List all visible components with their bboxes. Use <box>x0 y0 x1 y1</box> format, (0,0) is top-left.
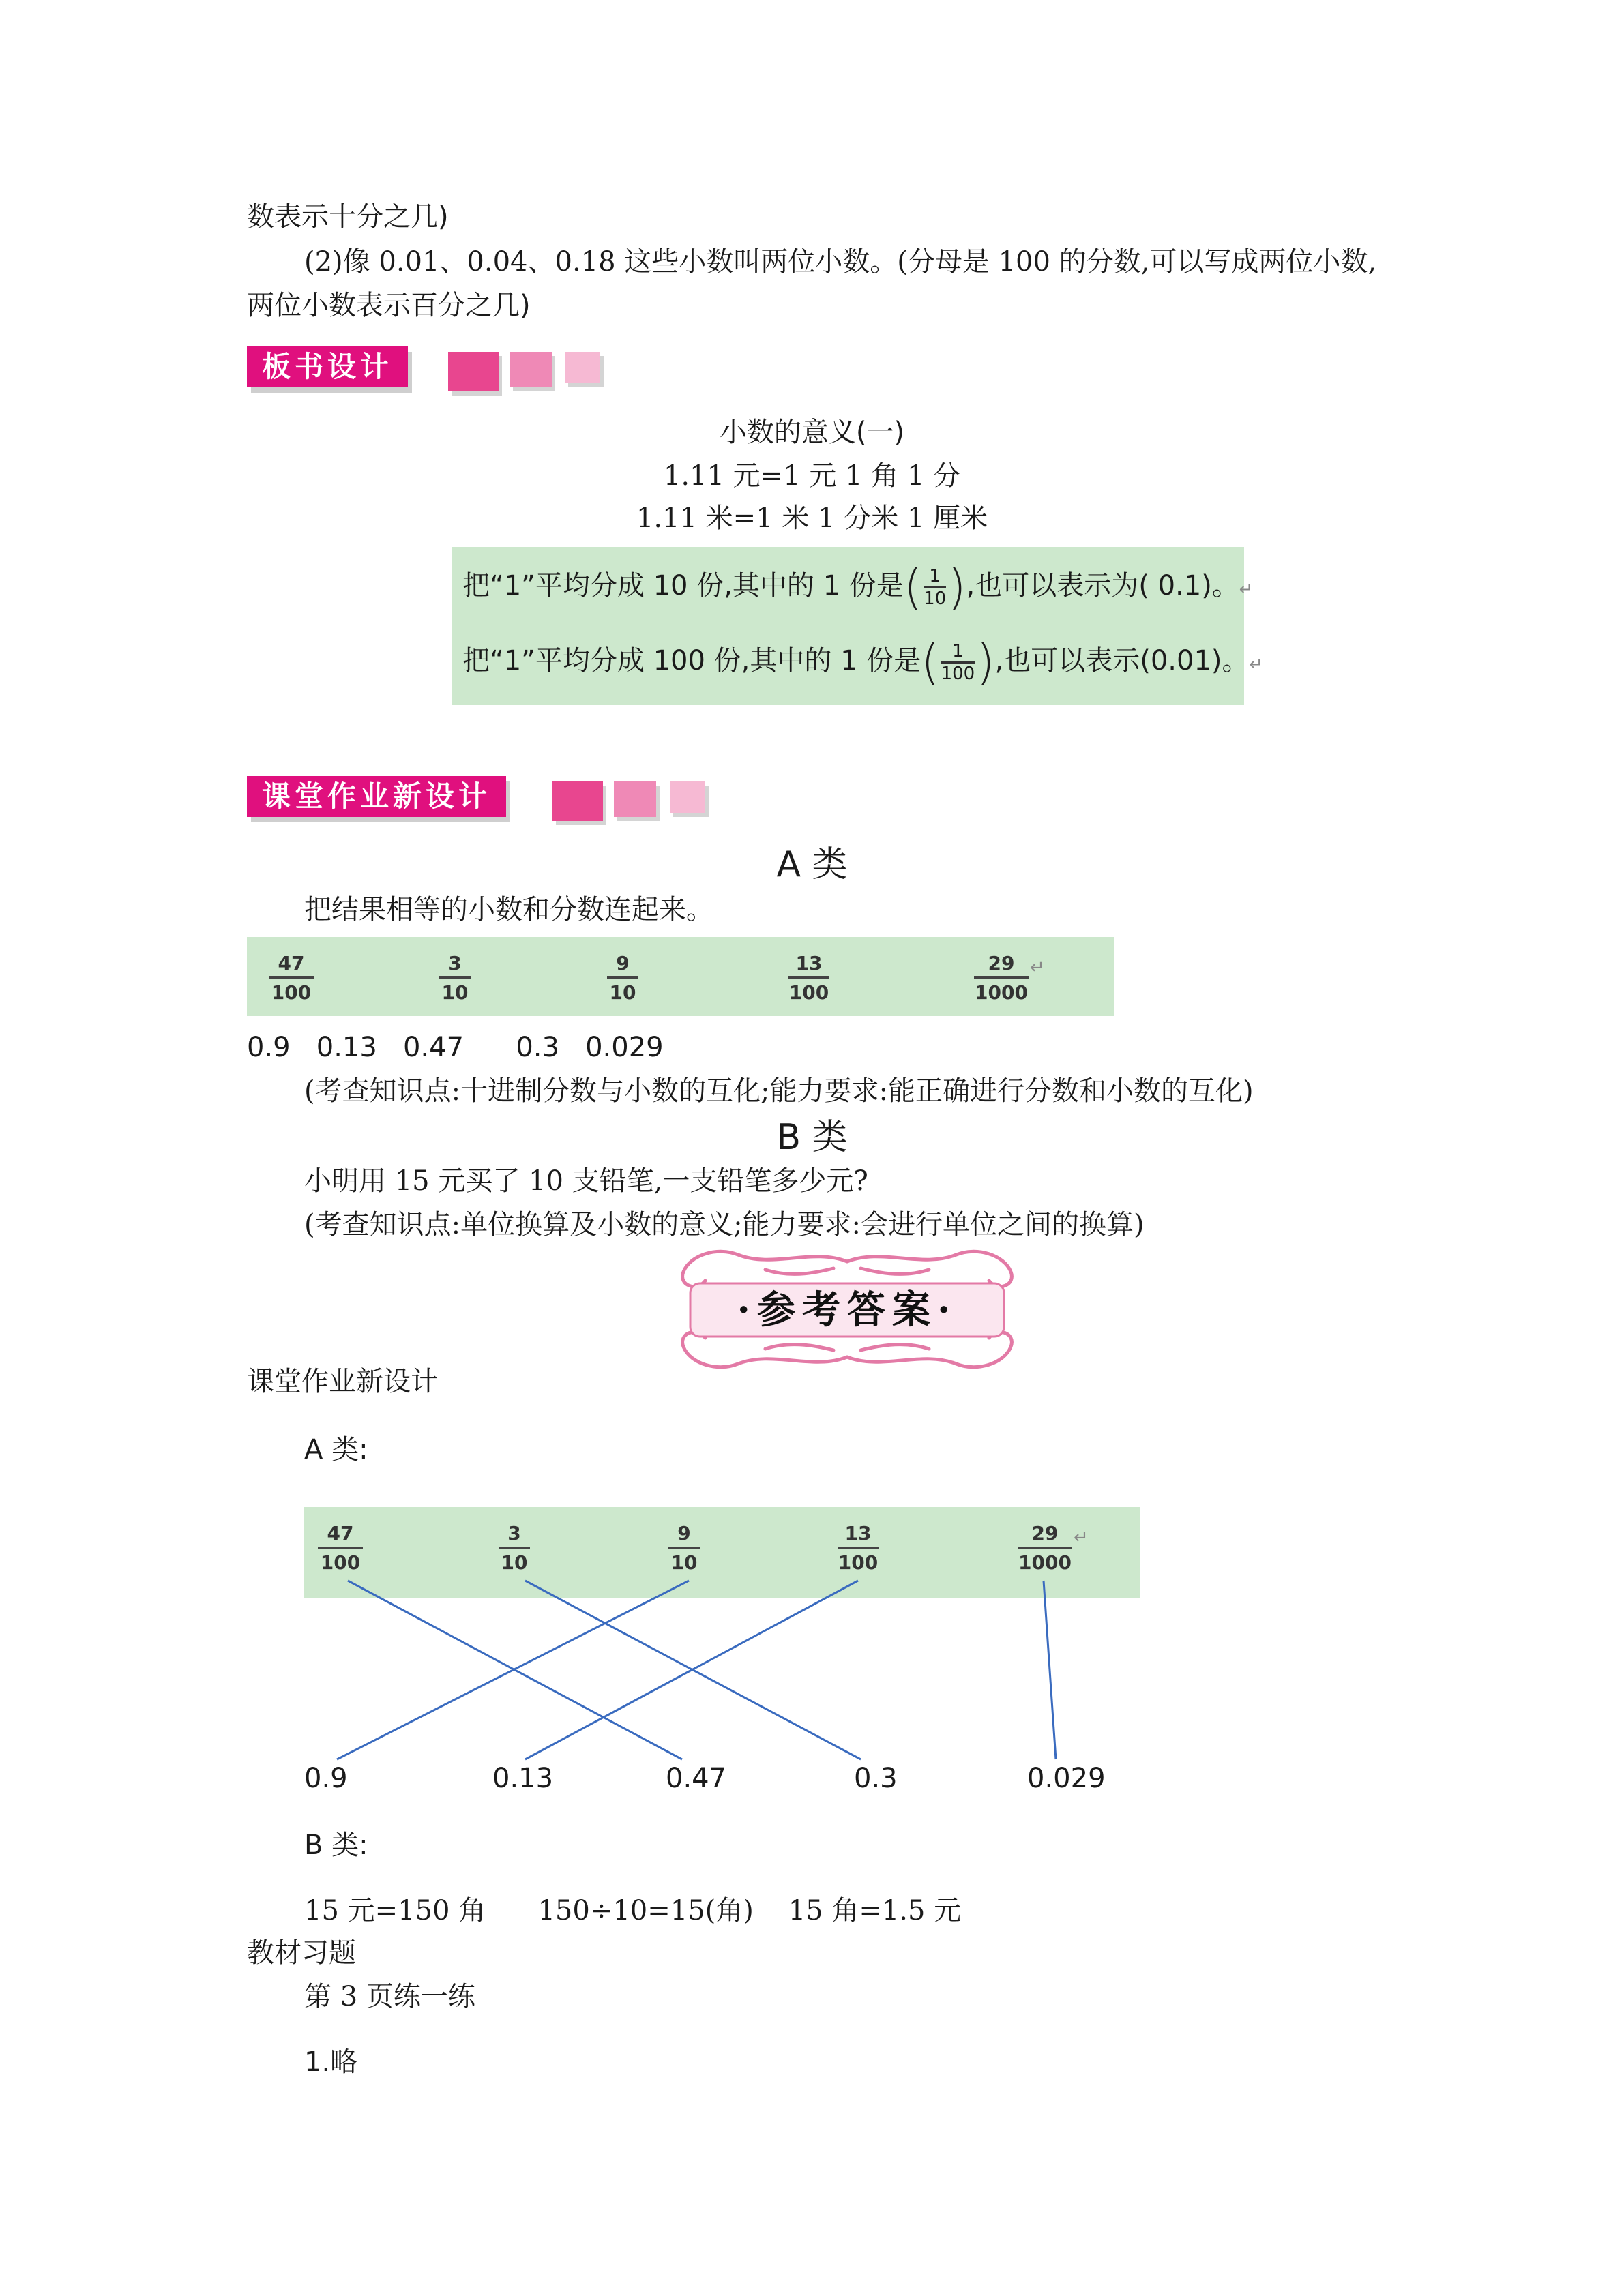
answer-fraction-9-10: 9 10 <box>668 1522 700 1575</box>
category-b-title: B 类 <box>776 1117 848 1158</box>
fraction-3-10: 3 10 <box>439 952 471 1004</box>
line-29-1000-to-0.029 <box>1044 1581 1056 1759</box>
fraction-47-100: 47 100 <box>269 952 314 1004</box>
answers-b-answer: 15 元=150 角 150÷10=15(角) 15 角=1.5 元 <box>304 1895 962 1926</box>
intro-line-3: 两位小数表示百分之几) <box>247 290 531 321</box>
fraction-29-1000: 29 1000 <box>975 952 1028 1004</box>
textbook-exercises-title: 教材习题 <box>247 1937 356 1969</box>
board-title: 小数的意义(一) <box>719 417 905 448</box>
board-box-row-2: 把“1”平均分成 100 份,其中的 1 份是( $\frac{1}{100}$ ),也可以表示(0.01)。↵ <box>462 634 1263 690</box>
homework-tag: 课堂作业新设计 <box>247 776 506 817</box>
page-reference: 第 3 页练一练 <box>304 1981 475 2012</box>
answers-a-label: A 类: <box>304 1434 368 1465</box>
row2-prefix: 把“1”平均分成 100 份,其中的 1 份是 <box>462 645 921 676</box>
answer-fraction-13-100: 13 100 <box>838 1522 879 1574</box>
answers-section-title: 课堂作业新设计 <box>247 1366 438 1397</box>
row1-fraction: $\frac{1}{10}$ <box>924 565 947 609</box>
answer-decimal-0.9: 0.9 <box>304 1763 348 1794</box>
board-box-row-1: 把“1”平均分成 10 份,其中的 1 份是( $\frac{1}{10}$ ),也可以表示为( 0.1)。↵ <box>462 559 1253 615</box>
answer-decimal-0.13: 0.13 <box>492 1763 554 1794</box>
intro-line-2: (2)像 0.01、0.04、0.18 这些小数叫两位小数。(分母是 100 的分数,可以写成两位小数, <box>304 246 1377 278</box>
decimals-line: 0.9 0.13 0.47 0.3 0.029 <box>247 1032 664 1063</box>
line-9-10-to-0.9 <box>337 1581 689 1759</box>
row1-prefix: 把“1”平均分成 10 份,其中的 1 份是 <box>462 570 904 601</box>
fraction-13-100: 13 100 <box>788 952 829 1004</box>
row2-fraction: $\frac{1}{100}$ <box>941 640 975 684</box>
answer-fraction-47-100: 47 100 <box>318 1522 363 1575</box>
a-note: (考查知识点:十进制分数与小数的互化;能力要求:能正确进行分数和小数的互化) <box>304 1075 1254 1107</box>
answers-b-label: B 类: <box>304 1830 368 1861</box>
answer-fraction-3-10: 3 10 <box>499 1522 530 1575</box>
return-mark: ↵ <box>1074 1527 1089 1548</box>
answer-decimal-0.3: 0.3 <box>854 1763 898 1794</box>
answer-decimal-0.029: 0.029 <box>1027 1763 1106 1794</box>
board-design-tag: 板书设计 <box>247 346 408 387</box>
category-a-title: A 类 <box>776 844 848 885</box>
row1-suffix: ,也可以表示为( 0.1)。 <box>966 570 1239 601</box>
return-mark: ↵ <box>1239 580 1253 599</box>
a-instruction: 把结果相等的小数和分数连起来。 <box>304 894 713 925</box>
answer-fraction-29-1000: 29 1000 <box>1018 1522 1072 1574</box>
return-mark: ↵ <box>1030 957 1045 978</box>
intro-line-1: 数表示十分之几) <box>247 201 449 233</box>
board-line-2: 1.11 米=1 米 1 分米 1 厘米 <box>636 503 988 534</box>
answer-decimal-0.47: 0.47 <box>666 1763 727 1794</box>
exercise-item-1: 1.略 <box>304 2046 358 2078</box>
reference-answer-title: ·参考答案· <box>737 1287 958 1332</box>
row2-suffix: ,也可以表示(0.01)。 <box>994 645 1250 676</box>
b-note: (考查知识点:单位换算及小数的意义;能力要求:会进行单位之间的换算) <box>304 1209 1145 1240</box>
fraction-9-10: 9 10 <box>607 952 638 1004</box>
b-question: 小明用 15 元买了 10 支铅笔,一支铅笔多少元? <box>304 1165 868 1197</box>
board-line-1: 1.11 元=1 元 1 角 1 分 <box>663 460 961 492</box>
return-mark: ↵ <box>1249 655 1263 674</box>
